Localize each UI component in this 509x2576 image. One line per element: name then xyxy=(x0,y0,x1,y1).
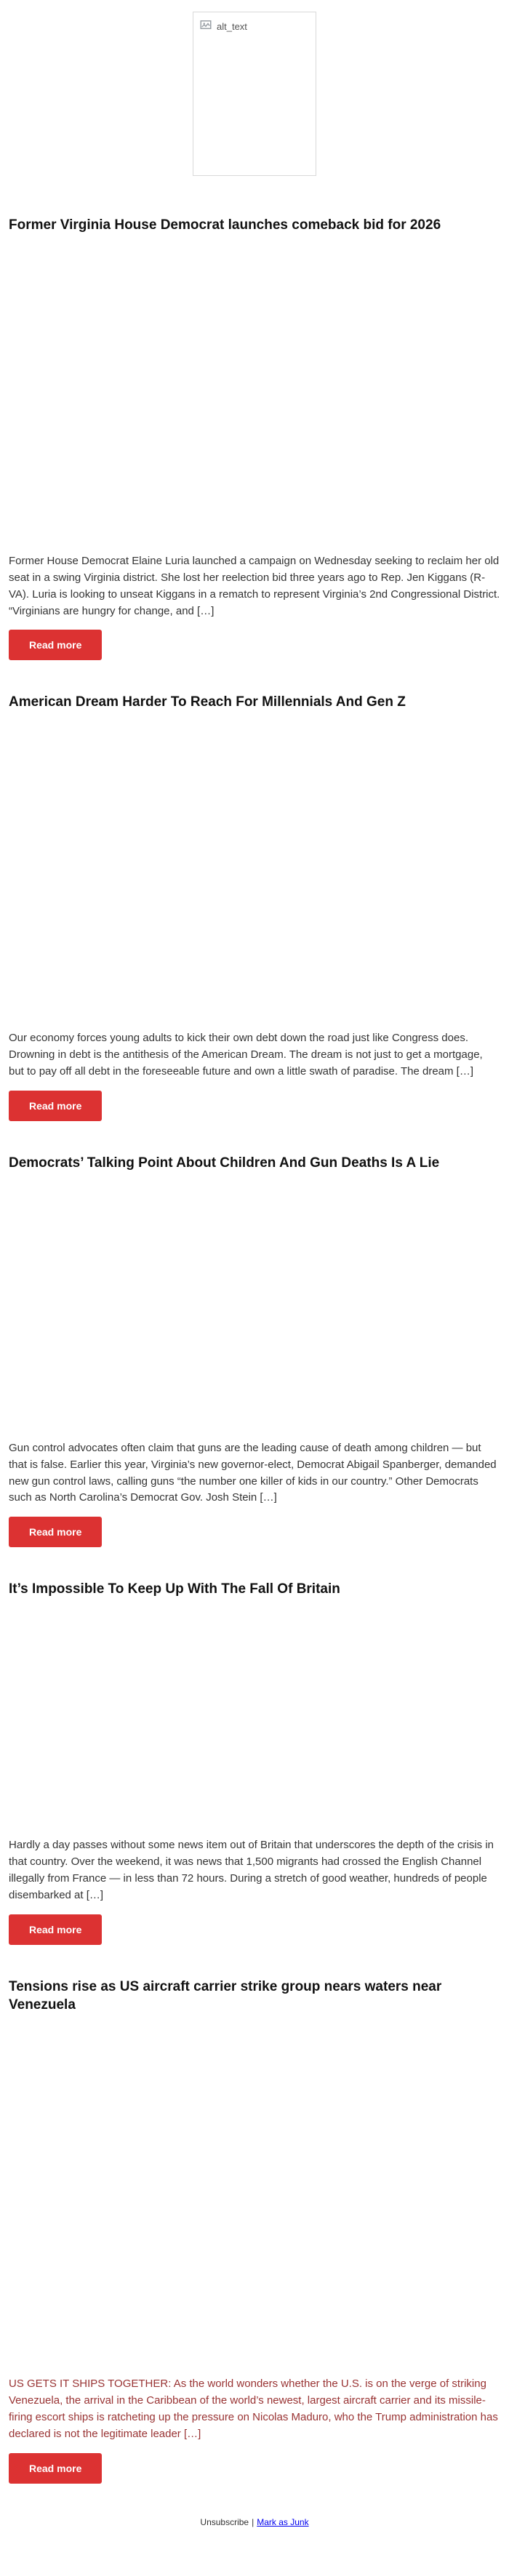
article-excerpt: Gun control advocates often claim that guns are the leading cause of death among children — but that is false. Earlier this year, Virginia’s new governor-elect, Democrat Abigail Spanberger, demanded new gun control laws, calling guns “the number one killer of kids in our country.” Other Democrats such as North Carolina’s Democrat Gov. Josh Stein […] xyxy=(9,1441,497,1504)
article-excerpt: Former House Democrat Elaine Luria launched a campaign on Wednesday seeking to reclaim her old seat in a swing Virginia district. She lost her reelection bid three years ago to Rep. Jen Kiggans (R-VA). Luria is looking to unseat Kiggans in a rematch to represent Virginia’s 2nd Congressional District. “Virginians are hungry for change, and […] xyxy=(9,554,500,617)
article-excerpt: Our economy forces young adults to kick their own debt down the road just like Congress does. Drowning in debt is the antithesis of the American Dream. The dream is not just to get a mortgage, but to pay off all debt in the foreseeable future and own a little swath of paradise. The dream […] xyxy=(9,1032,483,1078)
article-image-unloaded xyxy=(9,2024,500,2366)
footer-separator: | xyxy=(252,2516,254,2527)
article-excerpt: Hardly a day passes without some news item out of Britain that underscores the depth of the crisis in that country. Over the weekend, it was news that 1,500 migrants had crossed the English Channel illegally from France — in less than 72 hours. During a stretch of good weather, hundreds of people disembarked at […] xyxy=(9,1839,494,1901)
article-title: It’s Impossible To Keep Up With The Fall Of Britain xyxy=(9,1581,340,1597)
article-1 xyxy=(9,217,500,660)
header-image-wrap xyxy=(9,12,500,176)
read-more-button[interactable]: Read more xyxy=(9,630,102,660)
mark-as-junk-link[interactable]: Mark as Junk xyxy=(257,2516,309,2527)
article-3 xyxy=(9,1155,500,1547)
article-title: Democrats’ Talking Point About Children And Gun Deaths Is A Lie xyxy=(9,1155,440,1171)
header-image-broken xyxy=(193,12,316,176)
article-title: American Dream Harder To Reach For Millennials And Gen Z xyxy=(9,694,406,710)
article-2 xyxy=(9,694,500,1121)
read-more-button[interactable]: Read more xyxy=(9,1517,102,1547)
unsubscribe-link[interactable]: Unsubscribe xyxy=(200,2516,249,2527)
footer xyxy=(9,2517,500,2535)
read-more-button[interactable]: Read more xyxy=(9,2453,102,2484)
article-image-unloaded xyxy=(9,1609,500,1827)
read-more-button[interactable]: Read more xyxy=(9,1091,102,1121)
article-image-unloaded xyxy=(9,245,500,543)
article-image-unloaded xyxy=(9,722,500,1020)
read-more-button[interactable]: Read more xyxy=(9,1914,102,1945)
header-image-alt-text: alt_text xyxy=(217,21,247,32)
broken-image-icon xyxy=(199,18,212,35)
article-excerpt: US GETS IT SHIPS TOGETHER: As the world wonders whether the U.S. is on the verge of striking Venezuela, the arrival in the Caribbean of the world’s newest, largest aircraft carrier and its missile-firing escort ships is ratcheting up the pressure on Nicolas Maduro, who the Trump administration has declared is not the legitimate leader […] xyxy=(9,2378,498,2440)
article-4 xyxy=(9,1581,500,1944)
article-5 xyxy=(9,1978,500,2484)
article-title: Former Virginia House Democrat launches comeback bid for 2026 xyxy=(9,217,441,233)
article-title: Tensions rise as US aircraft carrier strike group nears waters near Venezuela xyxy=(9,1978,442,2013)
article-image-unloaded xyxy=(9,1183,500,1430)
